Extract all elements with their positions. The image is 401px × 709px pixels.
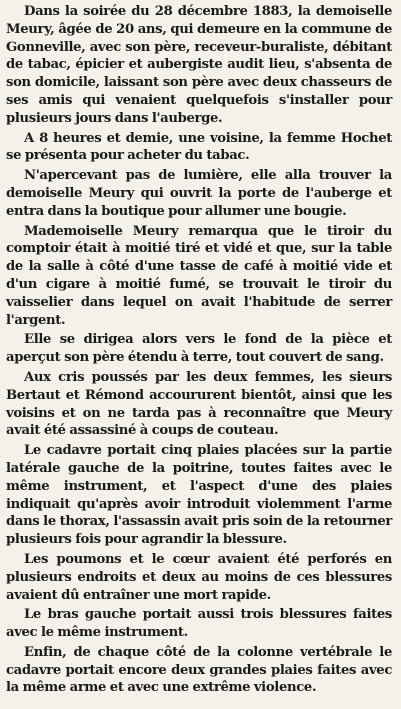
article-column: [6, 3, 392, 699]
article-paragraph: Le bras gauche portait aussi trois blessures faites avec le même instrument.: [6, 607, 392, 641]
article-paragraph: A 8 heures et demie, une voisine, la femme Hochet se présenta pour acheter du tabac.: [6, 130, 392, 164]
article-paragraph: Mademoiselle Meury remarqua que le tiroir du comptoir était à moitié tiré et vidé et que, sur la table de la salle à côté d'une tasse de café à moitié vide et d'un cigare à moitié fumé, se trouvait le tiroir du vaisselier dans lequel on avait l'habitude de serrer l'argent.: [6, 223, 392, 328]
article-paragraph: Les poumons et le cœur avaient été perforés en plusieurs endroits et deux au moins de ces blessures avaient dû entraîner une mort rapide.: [6, 551, 392, 603]
article-paragraph: Aux cris poussés par les deux femmes, les sieurs Bertaut et Rémond accoururent bientôt, ainsi que les voisins et on ne tarda pas à reconnaître que Meury avait été assassiné à coups de couteau.: [6, 369, 392, 439]
article-paragraph: N'apercevant pas de lumière, elle alla trouver la demoiselle Meury qui ouvrit la porte de l'auberge et entra dans la boutique pour allumer une bougie.: [6, 168, 392, 219]
article-paragraph: Le cadavre portait cinq plaies placées sur la partie latérale gauche de la poitrine, toutes faites avec le même instrument, et l'aspect d'une des plaies indiquait qu'après avoir introduit violemment l'arme dans le thorax, l'assassin avait pris soin de la retourner plusieurs fois pour agrandir la blessure.: [6, 443, 392, 548]
article-paragraph: Dans la soirée du 28 décembre 1883, la demoiselle Meury, âgée de 20 ans, qui demeure en la commune de Gonneville, avec son père, receveur-buraliste, débitant de tabac, épicier et aubergiste audit lieu, s'absenta de son domicile, laissant son père avec deux chasseurs de ses amis qui venaient quelquefois s'installer pour plusieurs jours dans l'auberge.: [6, 4, 392, 126]
article-paragraph: Enfin, de chaque côté de la colonne vertébrale le cadavre portait encore deux grandes plaies faites avec la même arme et avec une extrême violence.: [6, 644, 392, 696]
article-paragraph: Elle se dirigea alors vers le fond de la pièce et aperçut son père étendu à terre, tout couvert de sang.: [6, 332, 392, 366]
